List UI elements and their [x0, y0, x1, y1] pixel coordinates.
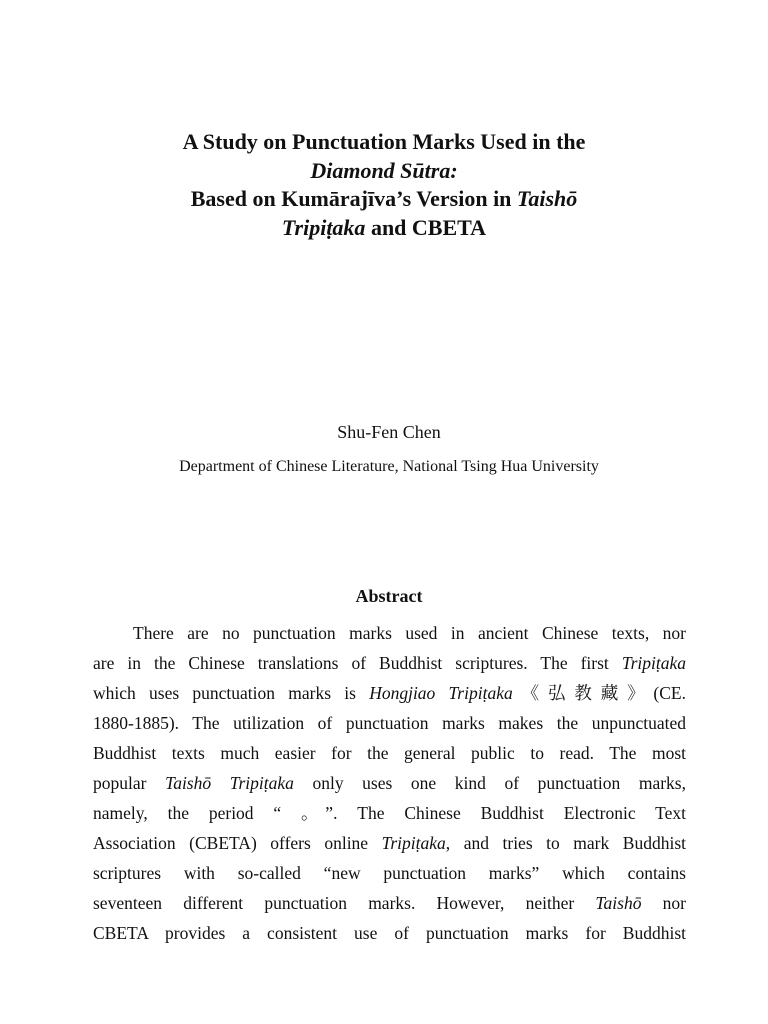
abstract-line: [93, 798, 686, 828]
abstract-text: There are no punctuation marks used in ancient Chinese texts, nor: [133, 623, 686, 643]
abstract-text: CBETA provides a consistent use of punctuation marks for Buddhist: [93, 923, 686, 943]
abstract-line: [93, 708, 686, 738]
abstract-line: [93, 738, 686, 768]
abstract-text: nor: [641, 893, 686, 913]
author-name: Shu-Fen Chen: [337, 422, 441, 442]
abstract-italic-term: Taishō: [595, 893, 642, 913]
abstract-text: namely, the period “ 。”. The Chinese Buddhist Electronic Text: [93, 803, 686, 823]
abstract-italic-term: Tripiṭaka: [381, 833, 446, 853]
abstract-text: seventeen different punctuation marks. However, neither: [93, 893, 596, 913]
abstract-italic-term: Hongjiao Tripiṭaka: [369, 683, 513, 703]
title-line-4-text: and CBETA: [365, 214, 487, 240]
abstract-text: 1880-1885). The utilization of punctuation marks makes the unpunctuated: [93, 713, 686, 733]
abstract-line: [93, 768, 686, 798]
abstract-text: are in the Chinese translations of Buddhist scriptures. The first: [93, 653, 622, 673]
abstract-line: [93, 678, 686, 708]
title-line-3-text: Based on Kumārajīva’s Version in: [190, 186, 517, 211]
abstract-text: 《弘教藏》(CE.: [512, 683, 687, 703]
title-tripitaka: Tripiṭaka: [281, 214, 366, 240]
abstract-line: [93, 648, 686, 678]
abstract-line: [93, 828, 686, 858]
author-affiliation: Department of Chinese Literature, National Tsing Hua University: [179, 458, 599, 475]
abstract-line: [93, 888, 686, 918]
paper-title: [60, 128, 708, 242]
abstract-italic-term: Tripiṭaka: [621, 653, 686, 673]
title-line-4: [60, 214, 708, 243]
title-line-2: [60, 157, 708, 186]
title-line-3: [60, 185, 708, 214]
abstract-text: scriptures with so-called “new punctuation marks” which contains: [93, 863, 686, 883]
abstract-text: only uses one kind of punctuation marks,: [293, 773, 686, 793]
abstract-heading: Abstract: [355, 586, 423, 606]
abstract-text: popular: [93, 773, 166, 793]
abstract-text: Buddhist texts much easier for the general public to read. The most: [93, 743, 686, 763]
abstract-line: [93, 618, 686, 648]
title-taisho: Taishō: [516, 186, 578, 211]
abstract-text: , and tries to mark Buddhist: [445, 833, 686, 853]
abstract-body: [93, 618, 686, 948]
abstract-italic-term: Taishō Tripiṭaka: [165, 773, 294, 793]
title-sutra-name: Diamond Sūtra:: [310, 157, 458, 183]
abstract-text: which uses punctuation marks is: [93, 683, 370, 703]
abstract-line: [93, 918, 686, 948]
abstract-text: Association (CBETA) offers online: [93, 833, 382, 853]
abstract-line: [93, 858, 686, 888]
title-line-1: A Study on Punctuation Marks Used in the: [182, 129, 586, 154]
